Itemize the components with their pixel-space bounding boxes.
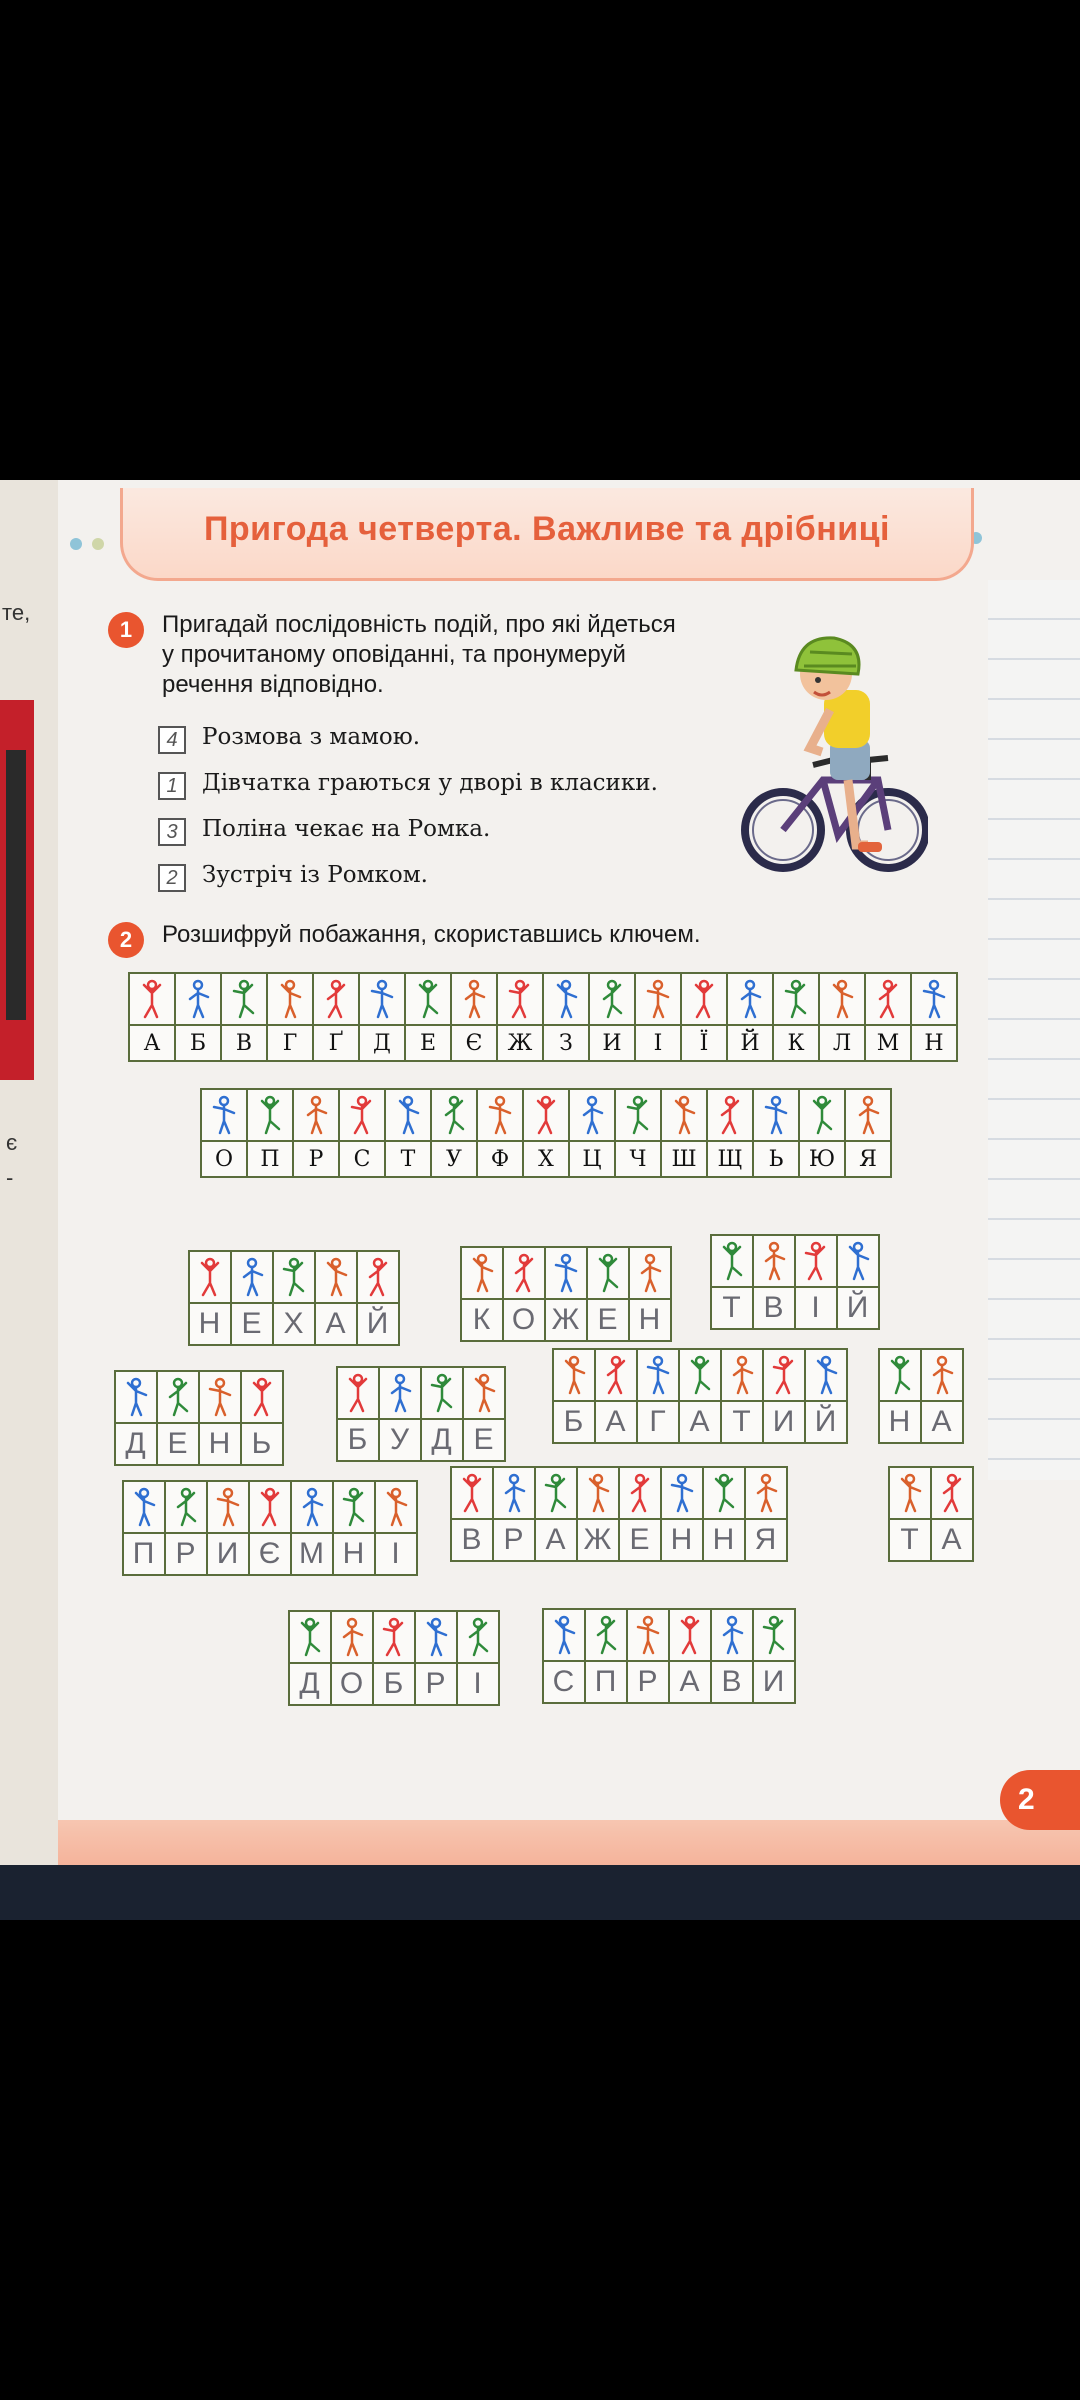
cipher-figure bbox=[703, 1467, 745, 1519]
cipher-figure bbox=[249, 1481, 291, 1533]
cipher-figure bbox=[721, 1349, 763, 1401]
task-2-number: 2 bbox=[108, 922, 144, 958]
key-letter: Ш bbox=[661, 1141, 707, 1177]
handwritten-letter[interactable]: В bbox=[711, 1661, 753, 1703]
handwritten-letter[interactable]: О bbox=[503, 1299, 545, 1341]
handwritten-letter[interactable]: Н bbox=[199, 1423, 241, 1465]
handwritten-letter[interactable]: І bbox=[795, 1287, 837, 1329]
cipher-figure bbox=[921, 1349, 963, 1401]
cipher-figure bbox=[189, 1251, 231, 1303]
key-figure bbox=[451, 973, 497, 1025]
cipher-figure bbox=[115, 1371, 157, 1423]
answer-word-table bbox=[888, 1466, 974, 1562]
key-figure bbox=[385, 1089, 431, 1141]
cipher-figure bbox=[637, 1349, 679, 1401]
handwritten-letter[interactable]: Ь bbox=[241, 1423, 283, 1465]
table-surface bbox=[0, 1865, 1080, 1920]
key-letter: У bbox=[431, 1141, 477, 1177]
cipher-figure bbox=[331, 1611, 373, 1663]
key-letter: Ю bbox=[799, 1141, 845, 1177]
key-figure bbox=[339, 1089, 385, 1141]
cipher-figure bbox=[207, 1481, 249, 1533]
option-label: Поліна чекає на Ромка. bbox=[202, 816, 491, 842]
key-letter: Ж bbox=[497, 1025, 543, 1061]
cipher-figure bbox=[879, 1349, 921, 1401]
cipher-figure bbox=[463, 1367, 505, 1419]
chapter-title: Пригода четверта. Важливе та дрібниці bbox=[203, 510, 891, 548]
cipher-figure bbox=[763, 1349, 805, 1401]
key-figure bbox=[247, 1089, 293, 1141]
key-letter: П bbox=[247, 1141, 293, 1177]
number-box[interactable]: 4 bbox=[158, 726, 186, 754]
key-letter: Ь bbox=[753, 1141, 799, 1177]
key-letter: Ї bbox=[681, 1025, 727, 1061]
edge-text: - bbox=[6, 1165, 14, 1190]
cipher-figure bbox=[553, 1349, 595, 1401]
key-figure bbox=[753, 1089, 799, 1141]
handwritten-letter[interactable]: И bbox=[207, 1533, 249, 1575]
option-label: Дівчатка граються у дворі в класики. bbox=[202, 770, 658, 796]
cipher-figure bbox=[461, 1247, 503, 1299]
cipher-figure bbox=[889, 1467, 931, 1519]
key-letter: Щ bbox=[707, 1141, 753, 1177]
edge-text: те, bbox=[2, 600, 31, 625]
key-letter: А bbox=[129, 1025, 175, 1061]
cipher-figure bbox=[669, 1609, 711, 1661]
handwritten-letter[interactable]: Н bbox=[629, 1299, 671, 1341]
cipher-figure bbox=[415, 1611, 457, 1663]
cipher-figure bbox=[373, 1611, 415, 1663]
handwritten-letter[interactable]: В bbox=[753, 1287, 795, 1329]
handwritten-letter[interactable]: А bbox=[931, 1519, 973, 1561]
task-1-text-line3: речення відповідно. bbox=[162, 671, 384, 698]
key-figure bbox=[359, 973, 405, 1025]
key-figure bbox=[569, 1089, 615, 1141]
key-figure bbox=[615, 1089, 661, 1141]
notebook-behind bbox=[988, 580, 1080, 1480]
cipher-figure bbox=[679, 1349, 721, 1401]
key-letter: Ф bbox=[477, 1141, 523, 1177]
handwritten-letter[interactable]: Е bbox=[587, 1299, 629, 1341]
key-figure bbox=[497, 973, 543, 1025]
handwritten-letter[interactable]: Т bbox=[889, 1519, 931, 1561]
handwritten-letter[interactable]: Н bbox=[661, 1519, 703, 1561]
cipher-figure bbox=[231, 1251, 273, 1303]
handwritten-letter[interactable]: К bbox=[461, 1299, 503, 1341]
handwritten-letter[interactable]: І bbox=[375, 1533, 417, 1575]
cipher-figure bbox=[753, 1609, 795, 1661]
kid-on-bicycle-illustration bbox=[738, 630, 928, 880]
answer-word-table bbox=[288, 1610, 500, 1706]
handwritten-letter[interactable]: М bbox=[291, 1533, 333, 1575]
cipher-figure bbox=[629, 1247, 671, 1299]
cipher-figure bbox=[421, 1367, 463, 1419]
cipher-figure bbox=[199, 1371, 241, 1423]
cipher-figure bbox=[753, 1235, 795, 1287]
cipher-figure bbox=[595, 1349, 637, 1401]
key-figure bbox=[431, 1089, 477, 1141]
handwritten-letter[interactable]: А bbox=[595, 1401, 637, 1443]
cipher-figure bbox=[457, 1611, 499, 1663]
key-letter: Й bbox=[727, 1025, 773, 1061]
key-figure bbox=[589, 973, 635, 1025]
handwritten-letter[interactable]: Й bbox=[357, 1303, 399, 1345]
handwritten-letter[interactable]: И bbox=[753, 1661, 795, 1703]
answer-word-table bbox=[710, 1234, 880, 1330]
key-letter: Ґ bbox=[313, 1025, 359, 1061]
answer-word-table bbox=[450, 1466, 788, 1562]
key-figure bbox=[707, 1089, 753, 1141]
answer-word-table bbox=[460, 1246, 672, 1342]
key-figure bbox=[313, 973, 359, 1025]
handwritten-letter[interactable]: Я bbox=[745, 1519, 787, 1561]
handwritten-letter[interactable]: В bbox=[451, 1519, 493, 1561]
key-letter: Я bbox=[845, 1141, 891, 1177]
cipher-figure bbox=[587, 1247, 629, 1299]
key-figure bbox=[865, 973, 911, 1025]
handwritten-letter[interactable]: С bbox=[543, 1661, 585, 1703]
key-figure bbox=[201, 1089, 247, 1141]
handwritten-letter[interactable]: Н bbox=[189, 1303, 231, 1345]
cipher-figure bbox=[545, 1247, 587, 1299]
key-letter: Д bbox=[359, 1025, 405, 1061]
photo bbox=[0, 480, 1080, 1920]
answer-word-table bbox=[114, 1370, 284, 1466]
cipher-figure bbox=[379, 1367, 421, 1419]
key-letter: Ч bbox=[615, 1141, 661, 1177]
handwritten-letter[interactable]: Р bbox=[165, 1533, 207, 1575]
key-figure bbox=[819, 973, 865, 1025]
key-figure bbox=[293, 1089, 339, 1141]
key-letter: В bbox=[221, 1025, 267, 1061]
key-figure bbox=[523, 1089, 569, 1141]
handwritten-letter[interactable]: Д bbox=[289, 1663, 331, 1705]
handwritten-letter[interactable]: Е bbox=[157, 1423, 199, 1465]
cipher-figure bbox=[333, 1481, 375, 1533]
handwritten-letter[interactable]: Т bbox=[711, 1287, 753, 1329]
handwritten-letter[interactable]: Д bbox=[115, 1423, 157, 1465]
key-letter: Н bbox=[911, 1025, 957, 1061]
handwritten-letter[interactable]: А bbox=[921, 1401, 963, 1443]
cipher-key-row-1 bbox=[128, 972, 958, 1062]
key-letter: Х bbox=[523, 1141, 569, 1177]
key-figure bbox=[175, 973, 221, 1025]
key-letter: О bbox=[201, 1141, 247, 1177]
handwritten-letter[interactable]: Н bbox=[879, 1401, 921, 1443]
handwritten-letter[interactable]: Б bbox=[337, 1419, 379, 1461]
answer-word-table bbox=[542, 1608, 796, 1704]
cipher-figure bbox=[503, 1247, 545, 1299]
key-figure bbox=[477, 1089, 523, 1141]
key-figure bbox=[543, 973, 589, 1025]
cipher-figure bbox=[289, 1611, 331, 1663]
task-2-text: Розшифруй побажання, скориставшись ключем. bbox=[162, 921, 701, 948]
handwritten-letter[interactable]: Й bbox=[837, 1287, 879, 1329]
key-letter: С bbox=[339, 1141, 385, 1177]
cipher-figure bbox=[577, 1467, 619, 1519]
cipher-figure bbox=[805, 1349, 847, 1401]
cipher-figure bbox=[493, 1467, 535, 1519]
key-letter: Г bbox=[267, 1025, 313, 1061]
number-box[interactable]: 3 bbox=[158, 818, 186, 846]
option-label: Розмова з мамою. bbox=[202, 724, 421, 750]
cipher-figure bbox=[627, 1609, 669, 1661]
handwritten-letter[interactable]: Е bbox=[463, 1419, 505, 1461]
key-figure bbox=[405, 973, 451, 1025]
key-letter: Б bbox=[175, 1025, 221, 1061]
key-figure bbox=[773, 973, 819, 1025]
handwritten-letter[interactable]: О bbox=[331, 1663, 373, 1705]
task-1-number: 1 bbox=[108, 612, 144, 648]
key-letter: Т bbox=[385, 1141, 431, 1177]
number-box[interactable]: 1 bbox=[158, 772, 186, 800]
cipher-figure bbox=[165, 1481, 207, 1533]
handwritten-letter[interactable]: Д bbox=[421, 1419, 463, 1461]
key-figure bbox=[267, 973, 313, 1025]
answer-word-table bbox=[552, 1348, 848, 1444]
cipher-figure bbox=[273, 1251, 315, 1303]
key-figure bbox=[129, 973, 175, 1025]
handwritten-letter[interactable]: Х bbox=[273, 1303, 315, 1345]
cipher-figure bbox=[711, 1609, 753, 1661]
cipher-figure bbox=[375, 1481, 417, 1533]
cipher-figure bbox=[315, 1251, 357, 1303]
workbook-page bbox=[58, 480, 1080, 1920]
key-letter: М bbox=[865, 1025, 911, 1061]
cipher-figure bbox=[837, 1235, 879, 1287]
key-figure bbox=[221, 973, 267, 1025]
cipher-figure bbox=[619, 1467, 661, 1519]
handwritten-letter[interactable]: Б bbox=[553, 1401, 595, 1443]
handwritten-letter[interactable]: А bbox=[669, 1661, 711, 1703]
handwritten-letter[interactable]: І bbox=[457, 1663, 499, 1705]
cipher-figure bbox=[795, 1235, 837, 1287]
cipher-figure bbox=[337, 1367, 379, 1419]
handwritten-letter[interactable]: Р bbox=[493, 1519, 535, 1561]
cipher-figure bbox=[661, 1467, 703, 1519]
number-box[interactable]: 2 bbox=[158, 864, 186, 892]
answer-word-table bbox=[336, 1366, 506, 1462]
handwritten-letter[interactable]: Е bbox=[231, 1303, 273, 1345]
handwritten-letter[interactable]: А bbox=[535, 1519, 577, 1561]
handwritten-letter[interactable]: Т bbox=[721, 1401, 763, 1443]
answer-word-table bbox=[188, 1250, 400, 1346]
cipher-figure bbox=[241, 1371, 283, 1423]
cipher-figure bbox=[585, 1609, 627, 1661]
task-1-text-line2: у прочитаному оповіданні, та пронумеруй bbox=[162, 641, 626, 668]
key-letter: Ц bbox=[569, 1141, 615, 1177]
key-letter: Р bbox=[293, 1141, 339, 1177]
cipher-figure bbox=[451, 1467, 493, 1519]
key-figure bbox=[845, 1089, 891, 1141]
handwritten-letter[interactable]: Н bbox=[703, 1519, 745, 1561]
key-letter: Є bbox=[451, 1025, 497, 1061]
handwritten-letter[interactable]: Н bbox=[333, 1533, 375, 1575]
cipher-figure bbox=[357, 1251, 399, 1303]
key-figure bbox=[727, 973, 773, 1025]
page-number: 2 bbox=[1000, 1770, 1080, 1830]
key-figure bbox=[661, 1089, 707, 1141]
key-letter: И bbox=[589, 1025, 635, 1061]
handwritten-letter[interactable]: У bbox=[379, 1419, 421, 1461]
task-1-text-line1: Пригадай послідовність подій, про які йдеться bbox=[162, 611, 676, 638]
key-figure bbox=[911, 973, 957, 1025]
handwritten-letter[interactable]: П bbox=[585, 1661, 627, 1703]
cipher-figure bbox=[543, 1609, 585, 1661]
red-illustration-edge bbox=[0, 700, 34, 1080]
handwritten-letter[interactable]: Б bbox=[373, 1663, 415, 1705]
handwritten-letter[interactable]: Ж bbox=[577, 1519, 619, 1561]
key-figure bbox=[635, 973, 681, 1025]
cipher-figure bbox=[535, 1467, 577, 1519]
handwritten-letter[interactable]: А bbox=[679, 1401, 721, 1443]
key-letter: Е bbox=[405, 1025, 451, 1061]
answer-word-table bbox=[878, 1348, 964, 1444]
edge-text: є bbox=[6, 1130, 18, 1155]
handwritten-letter[interactable]: Ж bbox=[545, 1299, 587, 1341]
cipher-figure bbox=[931, 1467, 973, 1519]
key-figure bbox=[799, 1089, 845, 1141]
option-label: Зустріч із Ромком. bbox=[202, 862, 428, 888]
key-letter: К bbox=[773, 1025, 819, 1061]
handwritten-letter[interactable]: Р bbox=[627, 1661, 669, 1703]
handwritten-letter[interactable]: Г bbox=[637, 1401, 679, 1443]
handwritten-letter[interactable]: П bbox=[123, 1533, 165, 1575]
key-letter: І bbox=[635, 1025, 681, 1061]
handwritten-letter[interactable]: Є bbox=[249, 1533, 291, 1575]
handwritten-letter[interactable]: Й bbox=[805, 1401, 847, 1443]
key-letter: З bbox=[543, 1025, 589, 1061]
cipher-figure bbox=[123, 1481, 165, 1533]
handwritten-letter[interactable]: И bbox=[763, 1401, 805, 1443]
cipher-figure bbox=[291, 1481, 333, 1533]
handwritten-letter[interactable]: Е bbox=[619, 1519, 661, 1561]
key-figure bbox=[681, 973, 727, 1025]
cipher-key-row-2 bbox=[200, 1088, 892, 1178]
left-page-edge bbox=[0, 480, 62, 1920]
chapter-header bbox=[120, 488, 974, 581]
cipher-figure bbox=[745, 1467, 787, 1519]
handwritten-letter[interactable]: А bbox=[315, 1303, 357, 1345]
cipher-figure bbox=[711, 1235, 753, 1287]
cipher-figure bbox=[157, 1371, 199, 1423]
answer-word-table bbox=[122, 1480, 418, 1576]
handwritten-letter[interactable]: Р bbox=[415, 1663, 457, 1705]
key-letter: Л bbox=[819, 1025, 865, 1061]
